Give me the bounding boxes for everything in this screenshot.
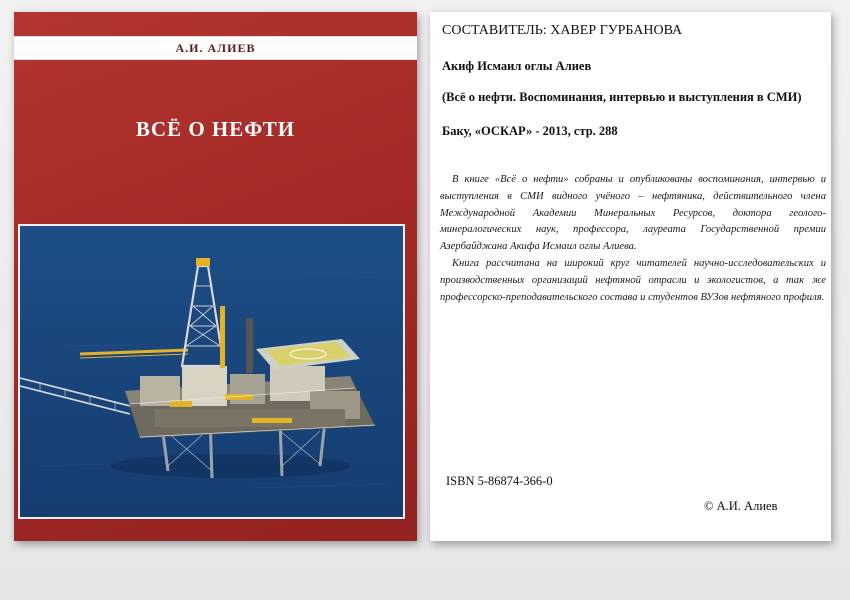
cover-author-band xyxy=(14,36,417,60)
compiler-line: СОСТАВИТЕЛЬ: ХАВЕР ГУРБАНОВА xyxy=(442,23,683,38)
author-full-name: Акиф Исмаил оглы Алиев xyxy=(442,59,592,73)
cover-author: А.И. АЛИЕВ xyxy=(175,40,256,55)
annotation xyxy=(440,172,826,306)
book-cover xyxy=(14,12,417,541)
cover-photo xyxy=(18,224,405,519)
imprint-page xyxy=(430,12,831,541)
copyright: © А.И. Алиев xyxy=(704,499,778,513)
annotation-paragraph: В книге «Всё о нефти» собраны и опубликованы воспоминания, интервью и выступления в СМИ видного учёного – нефтяника, действительного члена Международной Академии Минеральных Ресурсов, доктора геолого-минералогических наук, профессора, лауреата Государственной премии Азербайджана Акифа Исмаил оглы Алиева. xyxy=(440,174,826,253)
publisher-line: Баку, «ОСКАР» - 2013, стр. 288 xyxy=(442,124,618,138)
offshore-oil-platform-icon xyxy=(20,226,403,517)
isbn: ISBN 5-86874-366-0 xyxy=(446,474,553,488)
book-title: (Всё о нефти. Воспоминания, интервью и выступления в СМИ) xyxy=(442,90,802,104)
annotation-paragraph: Книга рассчитана на широкий круг читателей научно-исследовательских и производственных организаций нефтяной отрасли и экологистов, а так же профессорско-преподавательского состава и студентов ВУЗов нефтяного профиля. xyxy=(440,257,826,303)
cover-title: ВСЁ О НЕФТИ xyxy=(135,117,296,141)
